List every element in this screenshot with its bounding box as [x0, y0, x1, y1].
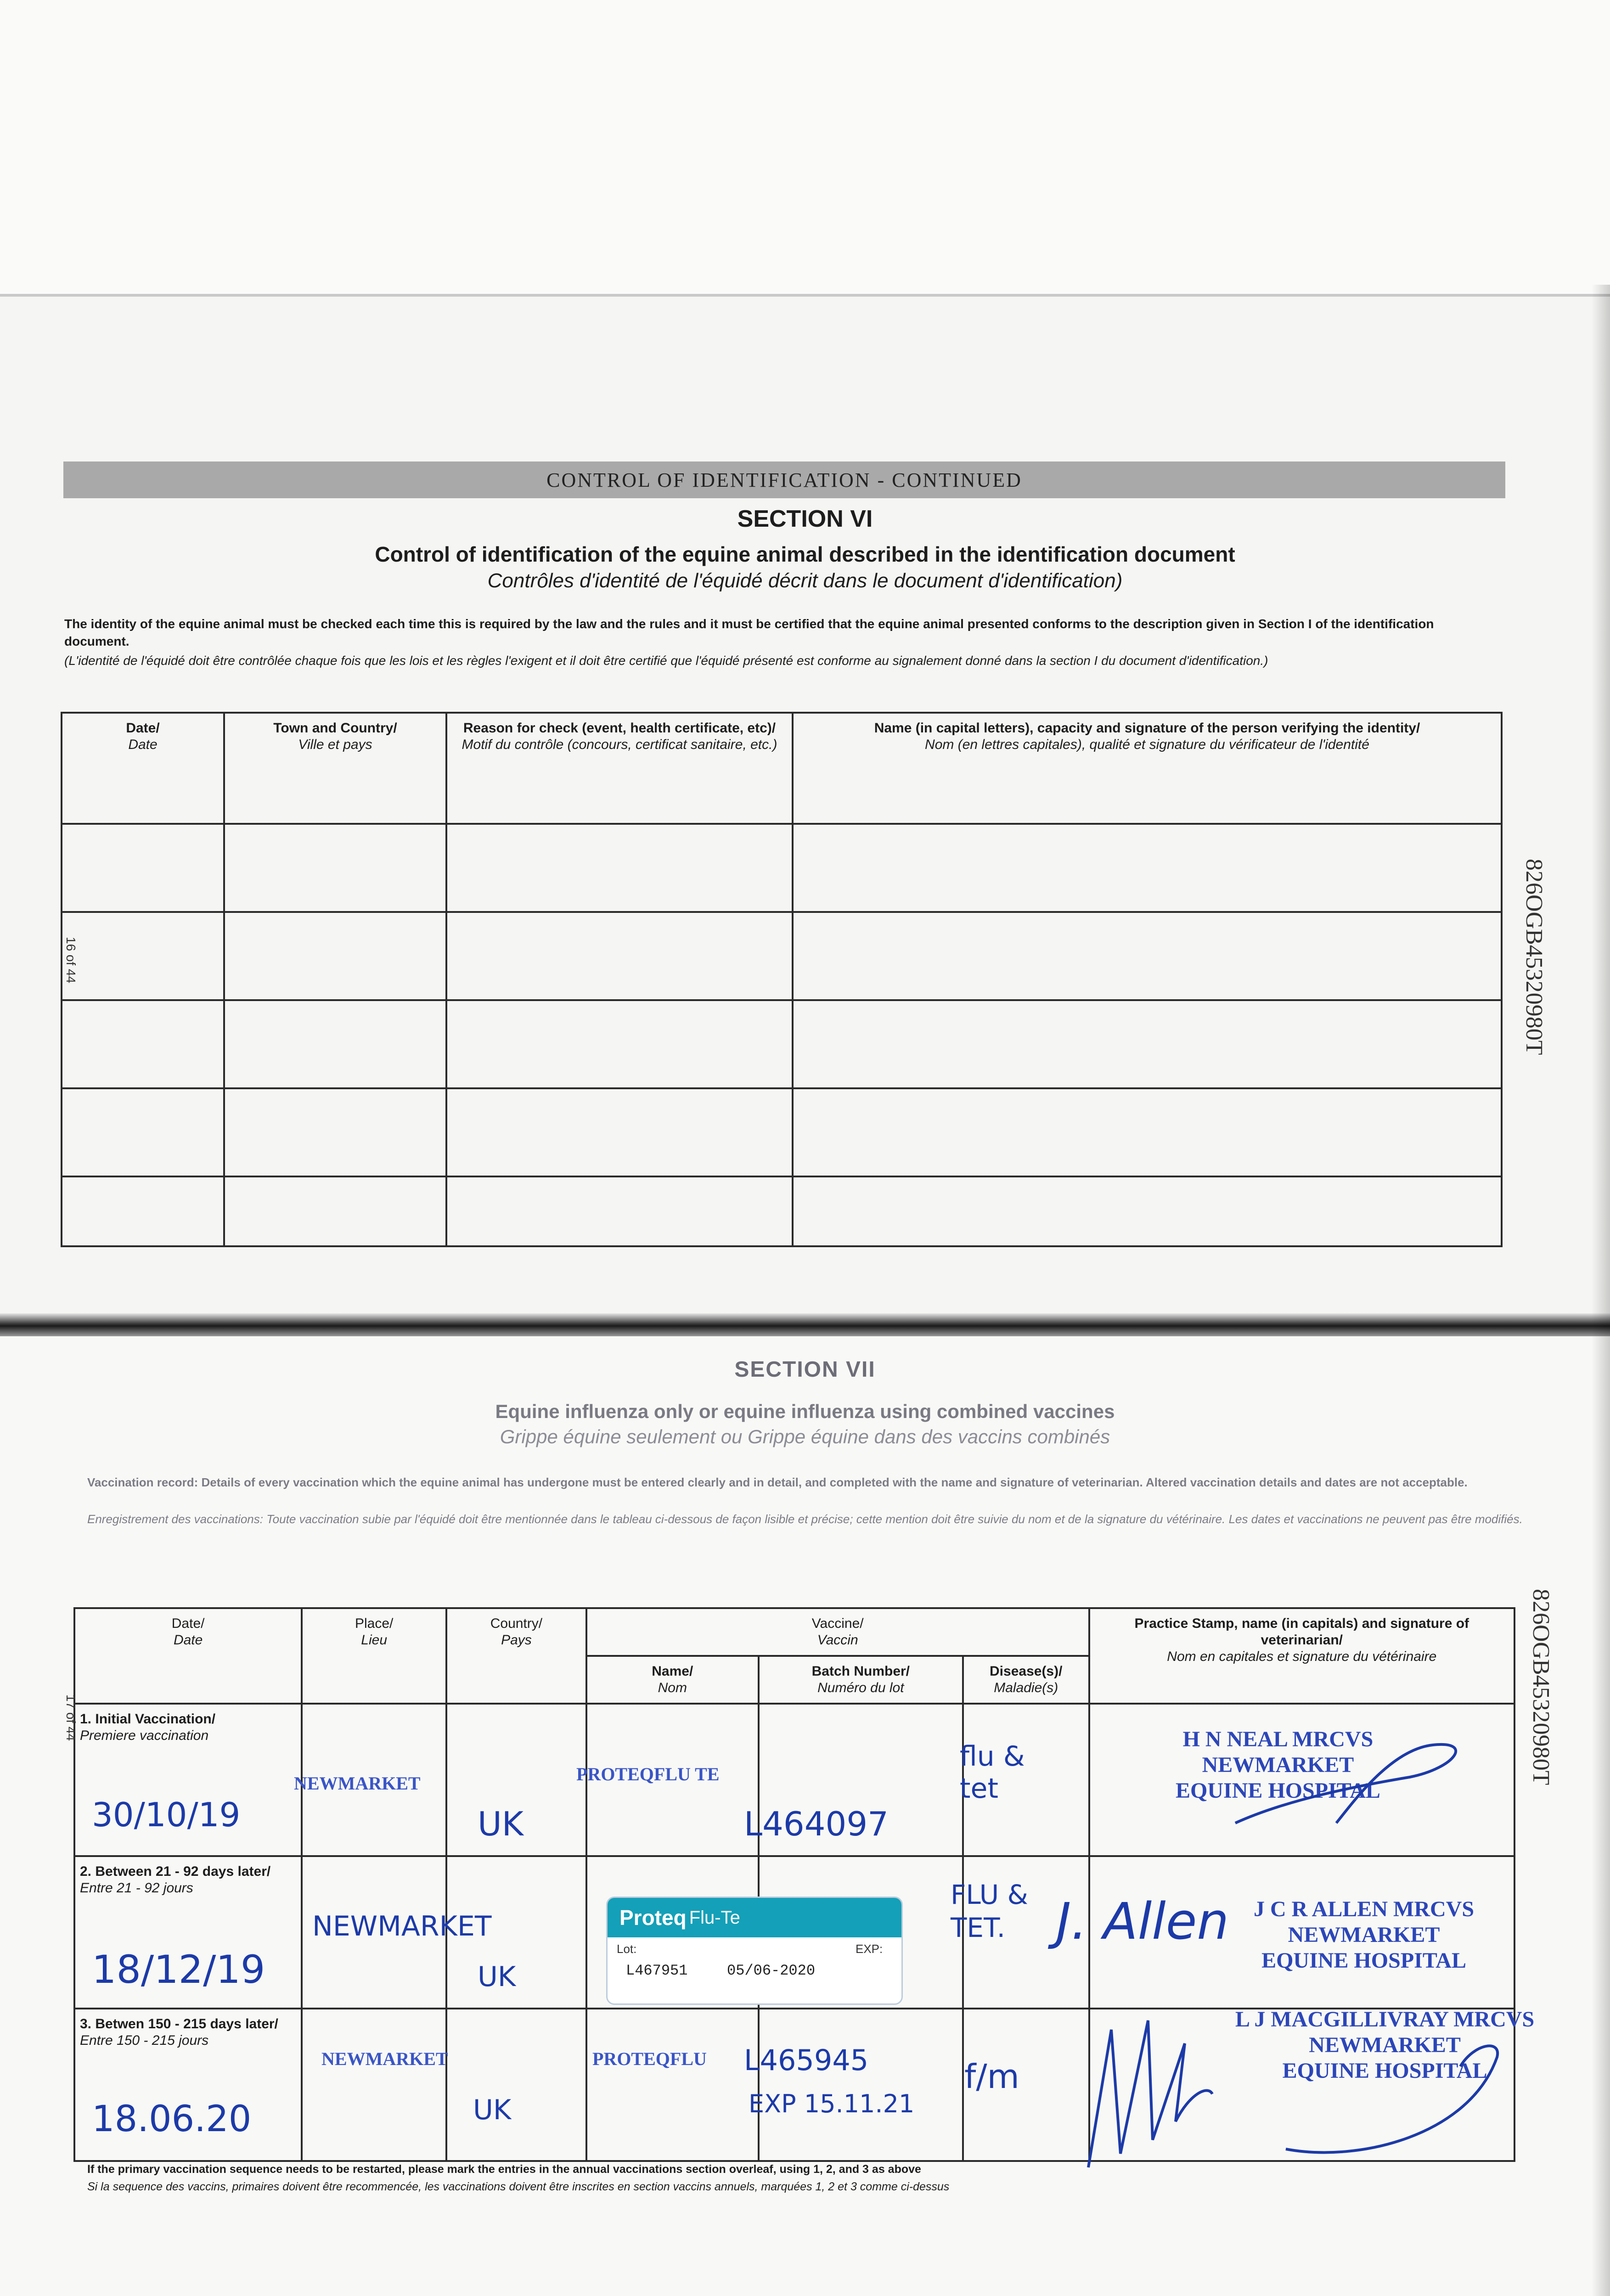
book-spine [0, 1313, 1610, 1336]
header-vaccine-en: Vaccine/ [811, 1616, 864, 1631]
empty-cell[interactable] [793, 824, 1502, 912]
header-place-fr: Lieu [361, 1632, 387, 1648]
empty-cell[interactable] [224, 1176, 446, 1246]
section6-heading: SECTION VI [737, 506, 873, 532]
row3-stamp-flourish [1277, 2030, 1506, 2167]
sticker-lot-value: L467951 [626, 1962, 688, 1979]
document-id-lower: 826OGB45320980T [1528, 1589, 1554, 1785]
empty-cell[interactable] [446, 1088, 793, 1176]
sticker-product: Flu-Te [689, 1907, 740, 1928]
row1-label-en: 1. Initial Vaccination/ [80, 1711, 216, 1727]
row1-label-fr: Premiere vaccination [80, 1728, 209, 1743]
banner-text: CONTROL OF IDENTIFICATION - CONTINUED [546, 468, 1022, 491]
header-disease-fr: Maladie(s) [994, 1680, 1058, 1695]
empty-cell[interactable] [62, 1000, 224, 1088]
col-date-en: Date/ [126, 720, 160, 736]
col-verifier-header [793, 713, 1502, 824]
row1-disease: flu & tet [960, 1740, 1025, 1805]
row3-vaccine: PROTEQFLU [592, 2048, 707, 2069]
empty-cell[interactable] [446, 1000, 793, 1088]
col-verifier-en: Name (in capital letters), capacity and signature of the person verifying the identity/ [874, 720, 1420, 736]
row1-signature [1217, 1731, 1474, 1837]
empty-cell[interactable] [446, 912, 793, 1000]
section7-title-en: Equine influenza only or equine influenza using combined vaccines [495, 1401, 1115, 1422]
vaccination-record-fr: Enregistrement des vaccinations: Toute vaccination subie par l'équidé doit être mentionnée dans le tableau ci-dessous de façon lisible et précise; cette mention doit être suivie du nom et de la signature du vétérinaire. Les dates et vaccinations ne peuvent pas être modifiés. [87, 1512, 1523, 1526]
row1-place: NEWMARKET [294, 1773, 421, 1794]
row3-label-fr: Entre 150 - 215 jours [80, 2033, 209, 2048]
section-banner [63, 461, 1505, 498]
row1-country: UK [478, 1805, 524, 1843]
sticker-exp-label: EXP: [856, 1942, 883, 1956]
empty-cell[interactable] [793, 912, 1502, 1000]
header-date [74, 1608, 302, 1704]
empty-cell[interactable] [62, 1088, 224, 1176]
col-date-fr: Date [128, 737, 158, 752]
row1-vet-stamp: H N NEAL MRCVS NEWMARKET EQUINE HOSPITAL [1176, 1727, 1380, 1803]
row1-date: 30/10/19 [92, 1795, 241, 1834]
header-batch-en: Batch Number/ [811, 1664, 910, 1679]
document-id-upper: 826OGB45320980T [1521, 859, 1547, 1055]
empty-cell[interactable] [793, 1000, 1502, 1088]
header-stamp-en: Practice Stamp, name (in capitals) and signature of veterinarian/ [1134, 1616, 1469, 1648]
header-name-en: Name/ [652, 1664, 693, 1679]
header-country-fr: Pays [501, 1632, 532, 1648]
row2-country: UK [478, 1961, 516, 1993]
empty-cell[interactable] [793, 1176, 1502, 1246]
section6-title-en: Control of identification of the equine animal described in the identification document [375, 542, 1235, 566]
row3-place: NEWMARKET [321, 2048, 448, 2069]
sticker-brand: Proteq [619, 1906, 687, 1930]
empty-cell[interactable] [62, 824, 224, 912]
col-date-header [62, 713, 224, 824]
header-stamp-fr: Nom en capitales et signature du vétérinaire [1167, 1649, 1437, 1664]
header-place [302, 1608, 446, 1704]
empty-cell[interactable] [224, 824, 446, 912]
row3-name-cell [586, 2009, 759, 2161]
row3-place-cell [302, 2009, 446, 2161]
row2-place: NEWMARKET [312, 1910, 492, 1942]
table-row [62, 912, 1502, 1000]
col-town-fr: Ville et pays [298, 737, 372, 752]
header-vaccine-fr: Vaccin [817, 1632, 858, 1648]
row2-signature: J. Allen [1056, 1892, 1229, 1951]
table-row [62, 824, 1502, 912]
empty-cell[interactable] [446, 1176, 793, 1246]
col-verifier-fr: Nom (en lettres capitales), qualité et signature du vérificateur de l'identité [925, 737, 1369, 752]
empty-cell[interactable] [224, 1000, 446, 1088]
sticker-header [608, 1898, 901, 1937]
empty-cell[interactable] [446, 824, 793, 912]
section6-intro-fr: (L'identité de l'équidé doit être contrôlée chaque fois que les lois et les règles l'exigent et il doit être certifié que l'équidé présenté est conforme au signalement donné dans la section I du document d'identification.) [64, 653, 1268, 668]
header-vaccine [586, 1608, 1089, 1656]
row2-label-fr: Entre 21 - 92 jours [80, 1880, 193, 1896]
header-country-en: Country/ [490, 1616, 543, 1631]
row2-disease: FLU & TET. [951, 1879, 1028, 1943]
row3-label-en: 3. Betwen 150 - 215 days later/ [80, 2016, 278, 2032]
empty-cell[interactable] [62, 912, 224, 1000]
header-country [446, 1608, 586, 1704]
col-reason-en: Reason for check (event, health certificate, etc)/ [463, 720, 776, 736]
sticker-lot-label: Lot: [617, 1942, 637, 1956]
page-number-upper: 16 of 44 [64, 937, 78, 984]
identity-check-table [61, 712, 1503, 1247]
row3-date: 18.06.20 [92, 2099, 252, 2140]
header-stamp [1089, 1608, 1514, 1704]
page-number-lower: 17 of 44 [64, 1694, 78, 1741]
header-date-fr: Date [173, 1632, 203, 1648]
row2-date: 18/12/19 [92, 1947, 265, 1992]
row3-country-cell [446, 2009, 586, 2161]
header-disease-en: Disease(s)/ [990, 1664, 1063, 1679]
row2-label-en: 2. Between 21 - 92 days later/ [80, 1864, 271, 1879]
col-town-en: Town and Country/ [273, 720, 397, 736]
header-batch [759, 1656, 963, 1704]
table-row [62, 1000, 1502, 1088]
col-reason-header [446, 713, 793, 824]
header-place-en: Place/ [355, 1616, 394, 1631]
empty-cell[interactable] [224, 1088, 446, 1176]
table-row [62, 1088, 1502, 1176]
row3-disease: f/m [964, 2057, 1019, 2096]
row2-vet-stamp: J C R ALLEN MRCVS NEWMARKET EQUINE HOSPITAL [1254, 1897, 1475, 1973]
header-name-fr: Nom [658, 1680, 687, 1695]
col-reason-fr: Motif du contrôle (concours, certificat sanitaire, etc.) [462, 737, 777, 752]
header-vaccine-name [586, 1656, 759, 1704]
row3-batch-exp: EXP 15.11.21 [749, 2089, 915, 2118]
row3-batch: L465945 [744, 2043, 869, 2077]
section7-title-fr: Grippe équine seulement ou Grippe équine dans des vaccins combinés [500, 1426, 1110, 1447]
vaccine-batch-sticker [606, 1896, 903, 2005]
col-town-header [224, 713, 446, 824]
header-disease [963, 1656, 1089, 1704]
section6-title-fr: Contrôles d'identité de l'équidé décrit dans le document d'identification) [487, 569, 1123, 592]
row3-signature [1070, 2002, 1217, 2177]
header-date-en: Date/ [171, 1616, 205, 1631]
row1-batch: L464097 [744, 1805, 889, 1843]
section6-intro-en: The identity of the equine animal must be checked each time this is required by the law and the rules and it must be certified that the equine animal presented conforms to the description given in Section I of the identification document. [64, 617, 1434, 648]
row3-batch-cell [759, 2009, 963, 2161]
empty-cell[interactable] [224, 912, 446, 1000]
empty-cell[interactable] [62, 1176, 224, 1246]
header-batch-fr: Numéro du lot [817, 1680, 904, 1695]
empty-cell[interactable] [793, 1088, 1502, 1176]
table-row [62, 1176, 1502, 1246]
section7-heading: SECTION VII [734, 1357, 876, 1382]
row1-vaccine: PROTEQFLU TE [576, 1764, 720, 1784]
footer-note-fr: Si la sequence des vaccins, primaires doivent être recommencée, les vaccinations doivent être inscrites en section vaccins annuels, marquées 1, 2 et 3 comme ci-dessus [87, 2180, 950, 2193]
row3-country: UK [473, 2094, 512, 2126]
sticker-exp-value: 05/06-2020 [727, 1962, 816, 1979]
row3-vet-stamp: L J MACGILLIVRAY MRCVS NEWMARKET EQUINE HOSPITAL [1235, 2007, 1535, 2083]
footer-note-en: If the primary vaccination sequence needs to be restarted, please mark the entries in the annual vaccinations section overleaf, using 1, 2, and 3 as above [87, 2163, 921, 2176]
vaccination-record-en: Vaccination record: Details of every vaccination which the equine animal has undergone must be entered clearly and in detail, and completed with the name and signature of veterinarian. Altered vaccination details and dates are not acceptable. [87, 1475, 1468, 1489]
